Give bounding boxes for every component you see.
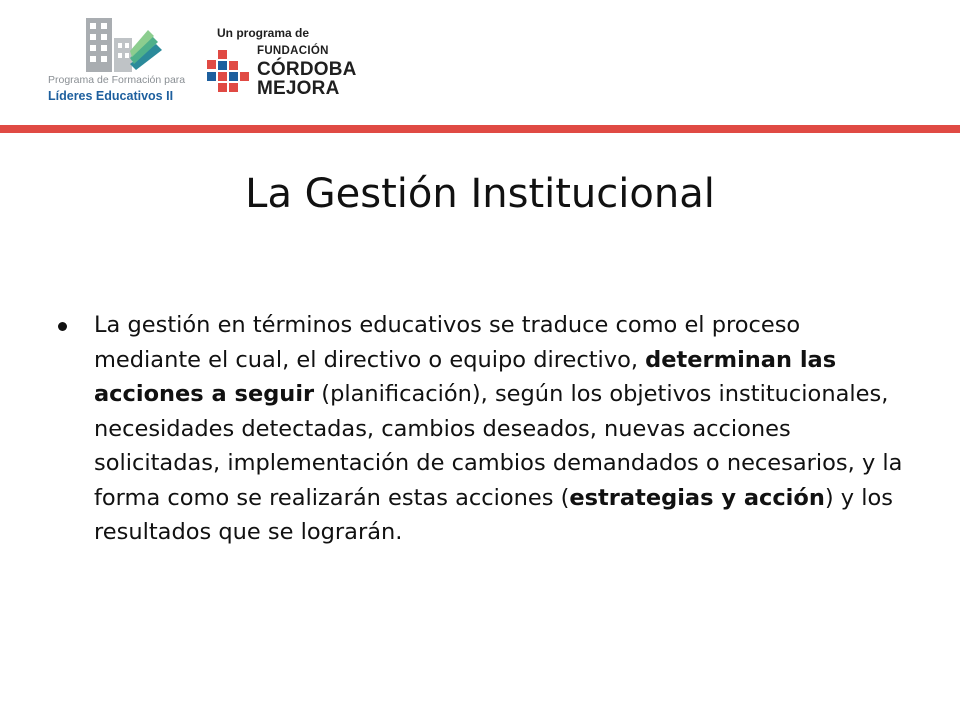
logo-wordmark xyxy=(257,46,357,98)
logo-tagline: Un programa de xyxy=(217,26,310,40)
slide-title: La Gestión Institucional xyxy=(245,171,715,217)
logo-word-fundacion: FUNDACIÓN xyxy=(257,45,329,57)
bullet-marker-icon xyxy=(58,322,67,331)
logo-program-line: Programa de Formación para xyxy=(48,74,186,86)
logo-word-cordoba: CÓRDOBA xyxy=(257,58,357,80)
bullet-text xyxy=(94,308,908,550)
bullet-text-bold1: determinan las acciones a seguir xyxy=(94,346,837,407)
building-icon xyxy=(86,18,166,72)
lideres-educativos-logo xyxy=(44,14,204,110)
fundacion-cordoba-mejora-logo xyxy=(205,26,375,106)
bullet-text-part3: ) y los resultados que se lograrán. xyxy=(94,484,894,545)
squares-grid-icon xyxy=(207,50,253,96)
bullet-text-bold2: estrategias y acción xyxy=(569,484,825,511)
bullet-text-part1: La gestión en términos educativos se traduce como el proceso mediante el cual, el directivo o equipo directivo, xyxy=(94,312,801,373)
bullet-item xyxy=(58,308,908,550)
logo-word-mejora: MEJORA xyxy=(257,77,340,99)
logo-program-name: Líderes Educativos II xyxy=(48,89,174,103)
bullet-text-part2: (planificación), según los objetivos institucionales, necesidades detectadas, cambios deseados, nuevas acciones solicitadas, implementación de cambios demandados o necesarios, y la forma como se realizarán estas acciones ( xyxy=(94,381,903,511)
slide-body xyxy=(58,308,908,550)
header-divider xyxy=(0,125,960,133)
